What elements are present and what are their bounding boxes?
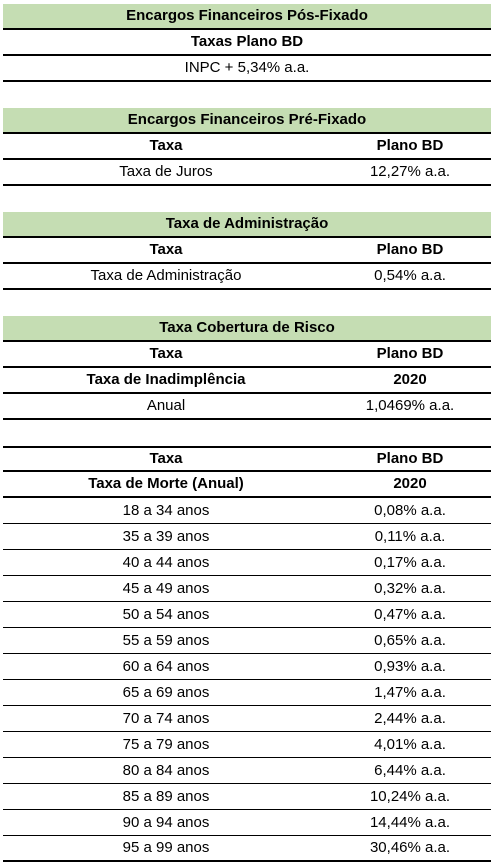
table-row [3, 160, 491, 186]
row-value: 0,65% a.a. [374, 631, 446, 649]
row-value: 6,44% a.a. [374, 761, 446, 779]
row-label: Taxa de Administração [90, 267, 242, 284]
row-value: 1,47% a.a. [374, 683, 446, 701]
table-header: Taxas Plano BD [3, 30, 491, 56]
table-row [3, 550, 491, 576]
column-header-plano: Plano BD [376, 137, 444, 154]
row-label: 55 a 59 anos [122, 631, 210, 649]
subheader-year: 2020 [393, 371, 427, 388]
spacer [3, 186, 491, 212]
table-row [3, 784, 491, 810]
row-label: 60 a 64 anos [122, 657, 210, 675]
table-row [3, 732, 491, 758]
column-header-taxa: Taxa [149, 137, 183, 154]
row-value: 10,24% a.a. [369, 787, 451, 805]
table-header-row [3, 134, 491, 160]
spacer [3, 420, 491, 446]
row-value: 0,93% a.a. [374, 657, 446, 675]
table-row [3, 836, 491, 862]
row-label: 40 a 44 anos [122, 553, 210, 571]
row-label: 45 a 49 anos [122, 579, 210, 597]
row-value: 14,44% a.a. [369, 813, 451, 831]
table-subheader-row [3, 368, 491, 394]
row-value: 0,11% a.a. [374, 527, 446, 545]
table-row [3, 394, 491, 420]
row-label: 65 a 69 anos [122, 683, 210, 701]
row-value: 0,17% a.a. [374, 553, 446, 571]
column-header-taxa: Taxa [149, 345, 183, 362]
table-title: Encargos Financeiros Pós-Fixado [3, 4, 491, 30]
table-row [3, 576, 491, 602]
table-header-row [3, 446, 491, 472]
row-label: 80 a 84 anos [122, 761, 210, 779]
administracao-table [3, 212, 491, 290]
row-value: 0,32% a.a. [374, 579, 446, 597]
table-header-row [3, 342, 491, 368]
table-header-row [3, 238, 491, 264]
subheader-year: 2020 [393, 475, 427, 492]
row-label: 70 a 74 anos [122, 709, 210, 727]
table-row [3, 810, 491, 836]
column-header-taxa: Taxa [149, 241, 183, 258]
row-value: 0,54% a.a. [374, 267, 446, 284]
table-row [3, 498, 491, 524]
table-row [3, 628, 491, 654]
table-title: Taxa Cobertura de Risco [3, 316, 491, 342]
morte-table [3, 446, 491, 862]
table-row [3, 602, 491, 628]
table-row [3, 680, 491, 706]
table-title: Encargos Financeiros Pré-Fixado [3, 108, 491, 134]
column-header-plano: Plano BD [376, 241, 444, 258]
row-value: 4,01% a.a. [374, 735, 446, 753]
row-label: 75 a 79 anos [122, 735, 210, 753]
row-value: 1,0469% a.a. [365, 397, 455, 414]
row-value: 2,44% a.a. [374, 709, 446, 727]
pos-fixado-table [3, 4, 491, 82]
table-title: Taxa de Administração [3, 212, 491, 238]
row-label: 90 a 94 anos [122, 813, 210, 831]
row-value: 0,47% a.a. [374, 605, 446, 623]
row-value: 12,27% a.a. [369, 163, 451, 180]
column-header-taxa: Taxa [149, 450, 183, 467]
subheader-morte: Taxa de Morte (Anual) [88, 475, 244, 492]
pre-fixado-table [3, 108, 491, 186]
table-row [3, 264, 491, 290]
table-row [3, 654, 491, 680]
row-label: 95 a 99 anos [122, 839, 210, 856]
row-label: 85 a 89 anos [122, 787, 210, 805]
table-row [3, 706, 491, 732]
spacer [3, 82, 491, 108]
column-header-plano: Plano BD [376, 345, 444, 362]
subheader-inadimplencia: Taxa de Inadimplência [86, 371, 246, 388]
rates-document [3, 4, 491, 862]
row-value: 30,46% a.a. [369, 839, 451, 856]
table-subheader-row [3, 472, 491, 498]
column-header-plano: Plano BD [376, 450, 444, 467]
spacer [3, 290, 491, 316]
table-row [3, 758, 491, 784]
row-label: Anual [146, 397, 186, 414]
row-label: Taxa de Juros [119, 163, 213, 180]
row-label: 18 a 34 anos [122, 501, 210, 519]
row-value: 0,08% a.a. [374, 501, 446, 519]
row-label: 35 a 39 anos [122, 527, 210, 545]
cobertura-risco-table [3, 316, 491, 420]
row-label: 50 a 54 anos [122, 605, 210, 623]
table-cell: INPC + 5,34% a.a. [3, 56, 491, 82]
table-row [3, 524, 491, 550]
